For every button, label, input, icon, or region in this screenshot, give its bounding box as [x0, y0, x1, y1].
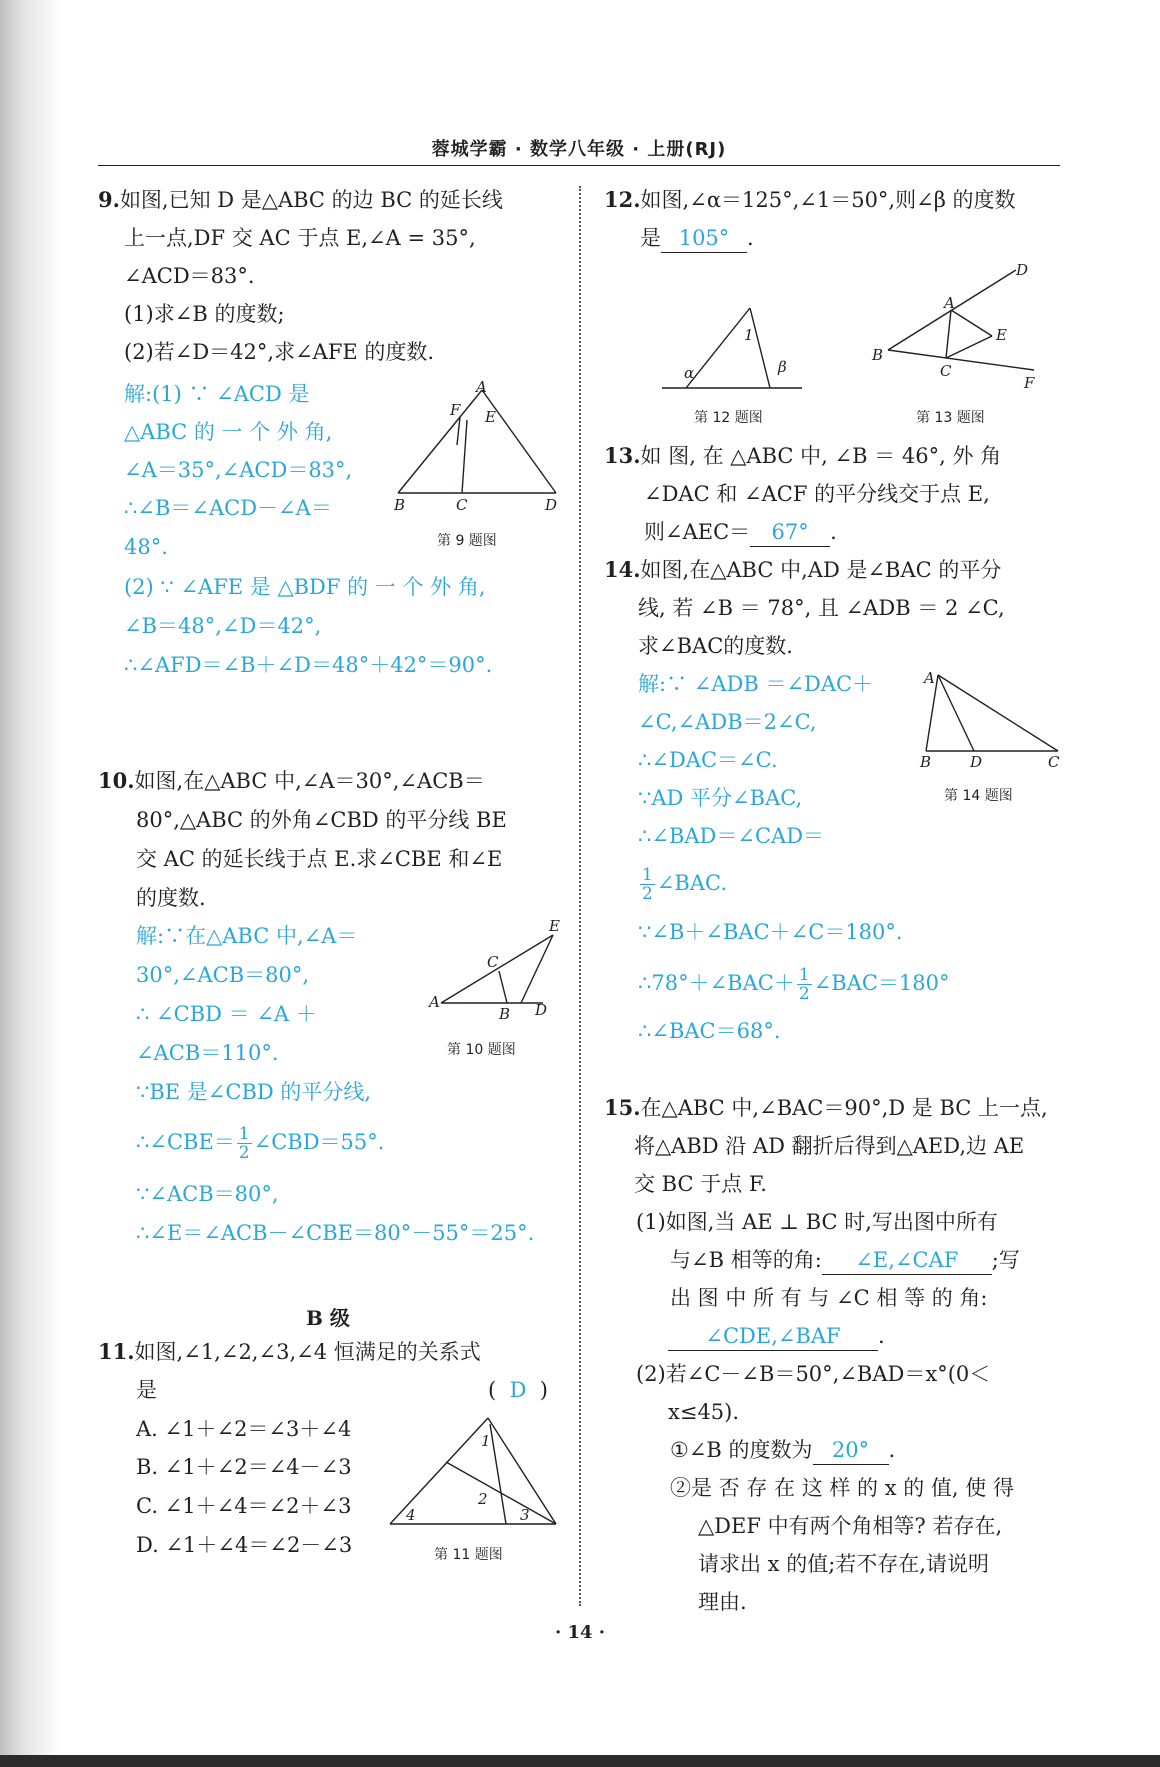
- q13-line1: 13.如 图, 在 △ABC 中, ∠B ＝ 46°, 外 角: [604, 443, 1002, 468]
- q12-label-beta: β: [778, 358, 787, 376]
- q11-line1: 11.如图,∠1,∠2,∠3,∠4 恒满足的关系式: [98, 1339, 481, 1364]
- q9-label-B: B: [394, 496, 406, 514]
- q10-line2: 80°,△ABC 的外角∠CBD 的平分线 BE: [136, 808, 507, 832]
- q13-label-D: D: [1016, 261, 1029, 279]
- q9-line3: ∠ACD＝83°.: [124, 264, 255, 288]
- q10-answer-line8: ∴∠E＝∠ACB－∠CBE＝80°－55°＝25°.: [136, 1221, 535, 1245]
- page-edge-shadow: [0, 0, 60, 1767]
- q13-label-B: B: [872, 346, 884, 364]
- q15-answer-3: 20°: [813, 1436, 889, 1465]
- q12-line1: 12.如图,∠α＝125°,∠1＝50°,则∠β 的度数: [604, 187, 1016, 212]
- q13-number: 13.: [604, 443, 641, 468]
- q13-label-E: E: [996, 326, 1007, 344]
- q10-label-E: E: [549, 917, 560, 935]
- q9-answer-line3: ∠A＝35°,∠ACD＝83°,: [124, 458, 353, 482]
- q14-figure: [912, 665, 1062, 770]
- q11-answer-paren: ( D ): [488, 1378, 548, 1402]
- q9-answer-line6: (2) ∵ ∠AFE 是 △BDF 的 一 个 外 角,: [124, 575, 486, 599]
- q15-answer-2: ∠CDE,∠BAF: [668, 1322, 878, 1351]
- q13-answer: 67°: [750, 518, 830, 547]
- q10-caption: 第 10 题图: [447, 1042, 516, 1058]
- q9-number: 9.: [98, 187, 120, 212]
- q12-answer: 105°: [661, 224, 747, 253]
- q10-answer-line6: ∴∠CBE＝ $\frac{1}{2}$ ∠CBD＝55°.: [136, 1124, 385, 1163]
- q14-number: 14.: [604, 557, 641, 582]
- section-b-title: B 级: [306, 1306, 350, 1330]
- q9-label-D: D: [545, 496, 558, 514]
- q11-caption: 第 11 题图: [434, 1547, 503, 1563]
- q13-label-C: C: [940, 362, 952, 380]
- q11-figure: [386, 1412, 566, 1532]
- q11-line2: 是: [136, 1378, 157, 1402]
- q9-label-E: E: [485, 408, 496, 426]
- q14-label-B: B: [920, 753, 932, 770]
- q14-label-A: A: [924, 669, 935, 687]
- q11-label-3: 3: [520, 1506, 530, 1524]
- q15-part1-line4: ∠CDE,∠BAF .: [668, 1322, 885, 1351]
- q11-label-1: 1: [481, 1432, 491, 1450]
- q13-line2: ∠DAC 和 ∠ACF 的平分线交于点 E,: [644, 482, 990, 506]
- q12-number: 12.: [604, 187, 641, 212]
- q11-option-d: D. ∠1＋∠4＝∠2－∠3: [136, 1533, 353, 1557]
- q11-option-a: A. ∠1＋∠2＝∠3＋∠4: [136, 1417, 352, 1441]
- q14-answer-line2: ∠C,∠ADB＝2∠C,: [638, 710, 817, 734]
- page-number: · 14 ·: [554, 1622, 606, 1643]
- q9-caption: 第 9 题图: [437, 533, 497, 549]
- q14-answer-line8: ∴78°＋∠BAC＋ $\frac{1}{2}$ ∠BAC＝180°: [638, 965, 950, 1004]
- q11-answer: D: [509, 1378, 527, 1402]
- q10-label-C: C: [487, 953, 499, 971]
- q12-label-alpha: α: [684, 364, 695, 382]
- q14-caption: 第 14 题图: [944, 788, 1013, 804]
- q10-label-B: B: [499, 1005, 511, 1023]
- q14-answer-line6: $\frac{1}{2}$ ∠BAC.: [642, 865, 728, 904]
- q9-answer-line4: ∴∠B＝∠ACD－∠A＝: [124, 496, 332, 520]
- q13-line3: 则∠AEC＝ 67° .: [644, 518, 837, 547]
- q9-label-A: A: [476, 378, 487, 396]
- q10-answer-line4: ∠ACB＝110°.: [136, 1041, 279, 1065]
- q15-part1-line2: 与∠B 相等的角: ∠E,∠CAF ;写: [670, 1246, 1020, 1275]
- q10-answer-line5: ∵BE 是∠CBD 的平分线,: [136, 1080, 372, 1104]
- q15-sub2-line4: 理由.: [698, 1590, 747, 1614]
- q10-label-A: A: [429, 993, 440, 1011]
- q10-line1: 10.如图,在△ABC 中,∠A＝30°,∠ACB＝: [98, 768, 485, 793]
- q9-answer-line7: ∠B＝48°,∠D＝42°,: [124, 614, 322, 638]
- q15-sub1: ①∠B 的度数为 20° .: [670, 1436, 895, 1465]
- column-divider: [579, 186, 581, 1606]
- q14-line1: 14.如图,在△ABC 中,AD 是∠BAC 的平分: [604, 557, 1002, 582]
- q12-caption: 第 12 题图: [694, 410, 763, 426]
- q10-line3: 交 AC 的延长线于点 E.求∠CBE 和∠E: [136, 847, 503, 871]
- q13-label-F: F: [1024, 374, 1035, 392]
- q14-answer-line5: ∴∠BAD＝∠CAD＝: [638, 824, 825, 848]
- q15-number: 15.: [604, 1095, 641, 1120]
- q12-figure: [660, 300, 810, 395]
- q15-part1-line1: (1)如图,当 AE ⊥ BC 时,写出图中所有: [636, 1210, 998, 1234]
- q12-line2: 是 105° .: [640, 224, 754, 253]
- q15-answer-1: ∠E,∠CAF: [822, 1246, 992, 1275]
- q14-answer-line4: ∵AD 平分∠BAC,: [638, 786, 803, 810]
- q9-answer-line5: 48°.: [124, 535, 168, 559]
- q9-part2: (2)若∠D＝42°,求∠AFE 的度数.: [124, 340, 435, 364]
- q15-part1-line3: 出 图 中 所 有 与 ∠C 相 等 的 角:: [670, 1286, 988, 1310]
- q14-line2: 线, 若 ∠B ＝ 78°, 且 ∠ADB ＝ 2 ∠C,: [638, 596, 1005, 620]
- q15-line1: 15.在△ABC 中,∠BAC＝90°,D 是 BC 上一点,: [604, 1095, 1048, 1120]
- page-header: 蓉城学霸 · 数学八年级 · 上册(RJ): [431, 139, 727, 160]
- q15-line2: 将△ABD 沿 AD 翻折后得到△AED,边 AE: [634, 1134, 1025, 1158]
- q10-number: 10.: [98, 768, 135, 793]
- q9-label-F: F: [450, 401, 461, 419]
- q10-figure: [425, 915, 565, 1025]
- q15-part2-line1: (2)若∠C－∠B＝50°,∠BAD＝x°(0＜: [636, 1362, 991, 1386]
- q10-answer-line3: ∴ ∠CBD ＝ ∠A ＋: [136, 1002, 317, 1026]
- q11-option-b: B. ∠1＋∠2＝∠4－∠3: [136, 1455, 352, 1479]
- q15-sub2-line2: △DEF 中有两个角相等? 若存在,: [698, 1514, 1003, 1538]
- q14-label-C: C: [1048, 753, 1060, 770]
- q10-label-D: D: [535, 1001, 548, 1019]
- q10-answer-line7: ∵∠ACB＝80°,: [136, 1182, 279, 1206]
- q9-answer-line1: 解:(1) ∵ ∠ACD 是: [124, 382, 310, 406]
- bottom-bar: [0, 1755, 1160, 1767]
- q9-figure: [390, 375, 570, 515]
- q11-number: 11.: [98, 1339, 135, 1364]
- header-rule: [98, 165, 1060, 166]
- q12-label-1: 1: [744, 326, 754, 344]
- q14-line3: 求∠BAC的度数.: [638, 634, 793, 658]
- q10-answer-line2: 30°,∠ACB＝80°,: [136, 963, 310, 987]
- q9-label-C: C: [456, 496, 468, 514]
- q11-option-c: C. ∠1＋∠4＝∠2＋∠3: [136, 1494, 352, 1518]
- q9-line2: 上一点,DF 交 AC 于点 E,∠A = 35°,: [124, 226, 476, 250]
- q14-answer-line3: ∴∠DAC＝∠C.: [638, 748, 778, 772]
- q14-answer-line7: ∵∠B＋∠BAC＋∠C＝180°.: [638, 920, 903, 944]
- q14-answer-line1: 解:∵ ∠ADB ＝∠DAC＋: [638, 672, 874, 696]
- q11-label-2: 2: [478, 1490, 488, 1508]
- q9-part1: (1)求∠B 的度数;: [124, 302, 285, 326]
- q15-sub2-line3: 请求出 x 的值;若不存在,请说明: [698, 1552, 989, 1576]
- q11-label-4: 4: [406, 1506, 416, 1524]
- q14-answer-line9: ∴∠BAC＝68°.: [638, 1019, 781, 1043]
- q9-answer-line8: ∴∠AFD＝∠B＋∠D＝48°＋42°＝90°.: [124, 653, 493, 677]
- q9-answer-line2: △ABC 的 一 个 外 角,: [124, 420, 333, 444]
- q9-line1: 9.如图,已知 D 是△ABC 的边 BC 的延长线: [98, 187, 503, 212]
- q15-part2-line2: x≤45).: [668, 1400, 740, 1424]
- q13-caption: 第 13 题图: [916, 410, 985, 426]
- q13-label-A: A: [944, 294, 955, 312]
- q15-sub2-line1: ②是 否 存 在 这 样 的 x 的 值, 使 得: [670, 1476, 1014, 1500]
- q10-answer-line1: 解:∵在△ABC 中,∠A＝: [136, 924, 358, 948]
- q10-line4: 的度数.: [136, 886, 206, 910]
- q15-line3: 交 BC 于点 F.: [634, 1172, 767, 1196]
- q13-figure: [868, 258, 1048, 393]
- q14-label-D: D: [970, 753, 983, 770]
